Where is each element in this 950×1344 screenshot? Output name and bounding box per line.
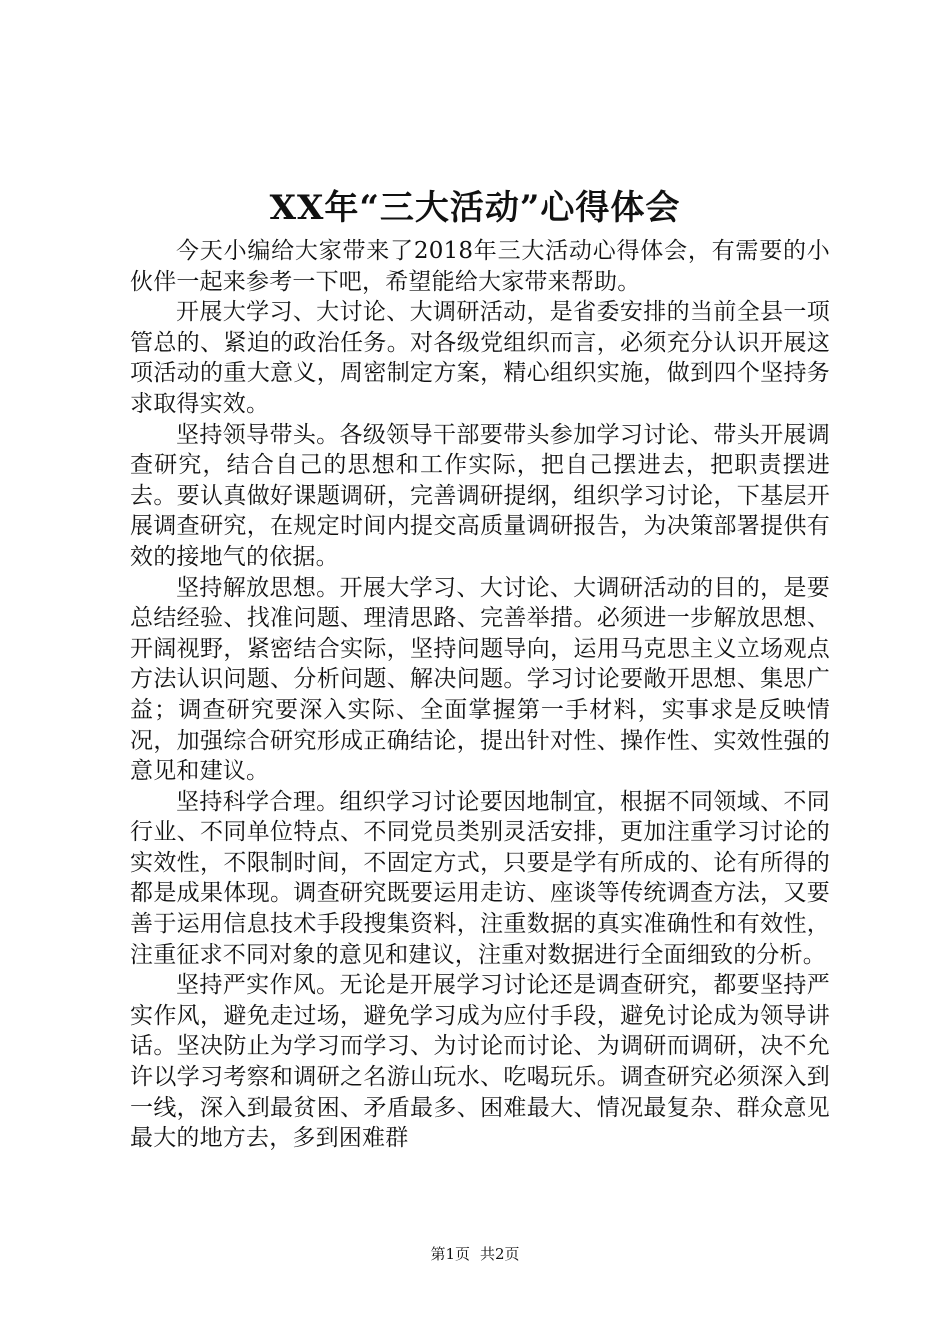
paragraph-strict-style: 坚持严实作风。无论是开展学习讨论还是调查研究，都要坚持严实作风，避免走过场，避免学习成为应付手段，避免讨论成为领导讲话。坚决防止为学习而学习、为讨论而讨论、为调研而调研，决不允许以学习考察和调研之名游山玩水、吃喝玩乐。调查研究必须深入到一线，深入到最贫困、矛盾最多、困难最大、情况最复杂、群众意见最大的地方去，多到困难群 bbox=[130, 972, 830, 1152]
paragraph-emancipate-thinking: 坚持解放思想。开展大学习、大讨论、大调研活动的目的，是要总结经验、找准问题、理清思路、完善举措。必须进一步解放思想、开阔视野，紧密结合实际，坚持问题导向，运用马克思主义立场观点方法认识问题、分析问题、解决问题。学习讨论要敞开思想、集思广益；调查研究要深入实际、全面掌握第一手材料，实事求是反映情况，加强综合研究形成正确结论，提出针对性、操作性、实效性强的意见和建议。 bbox=[130, 574, 830, 785]
paragraph-scientific: 坚持科学合理。组织学习讨论要因地制宜，根据不同领域、不同行业、不同单位特点、不同党员类别灵活安排，更加注重学习讨论的实效性，不限制时间，不固定方式，只要是学有所成的、论有所得的都是成果体现。调查研究既要运用走访、座谈等传统调查方法，又要善于运用信息技术手段搜集资料，注重数据的真实准确性和有效性，注重征求不同对象的意见和建议，注重对数据进行全面细致的分析。 bbox=[130, 788, 830, 968]
document-body bbox=[130, 236, 830, 1154]
paragraph-leadership: 坚持领导带头。各级领导干部要带头参加学习讨论、带头开展调查研究，结合自己的思想和工作实际，把自己摆进去，把职责摆进去。要认真做好课题调研，完善调研提纲，组织学习讨论，下基层开展调查研究，在规定时间内提交高质量调研报告，为决策部署提供有效的接地气的依据。 bbox=[130, 421, 830, 570]
paragraph-overview: 开展大学习、大讨论、大调研活动，是省委安排的当前全县一项管总的、紧迫的政治任务。对各级党组织而言，必须充分认识开展这项活动的重大意义，周密制定方案，精心组织实施，做到四个坚持务求取得实效。 bbox=[130, 299, 830, 417]
paragraph-intro: 今天小编给大家带来了2018年三大活动心得体会，有需要的小伙伴一起来参考一下吧，希望能给大家带来帮助。 bbox=[130, 238, 830, 295]
page-footer bbox=[0, 1243, 950, 1265]
page-number: 第1页 bbox=[430, 1245, 470, 1263]
page-total: 共2页 bbox=[480, 1245, 520, 1263]
document-title: XX年“三大活动”心得体会 bbox=[269, 188, 681, 228]
